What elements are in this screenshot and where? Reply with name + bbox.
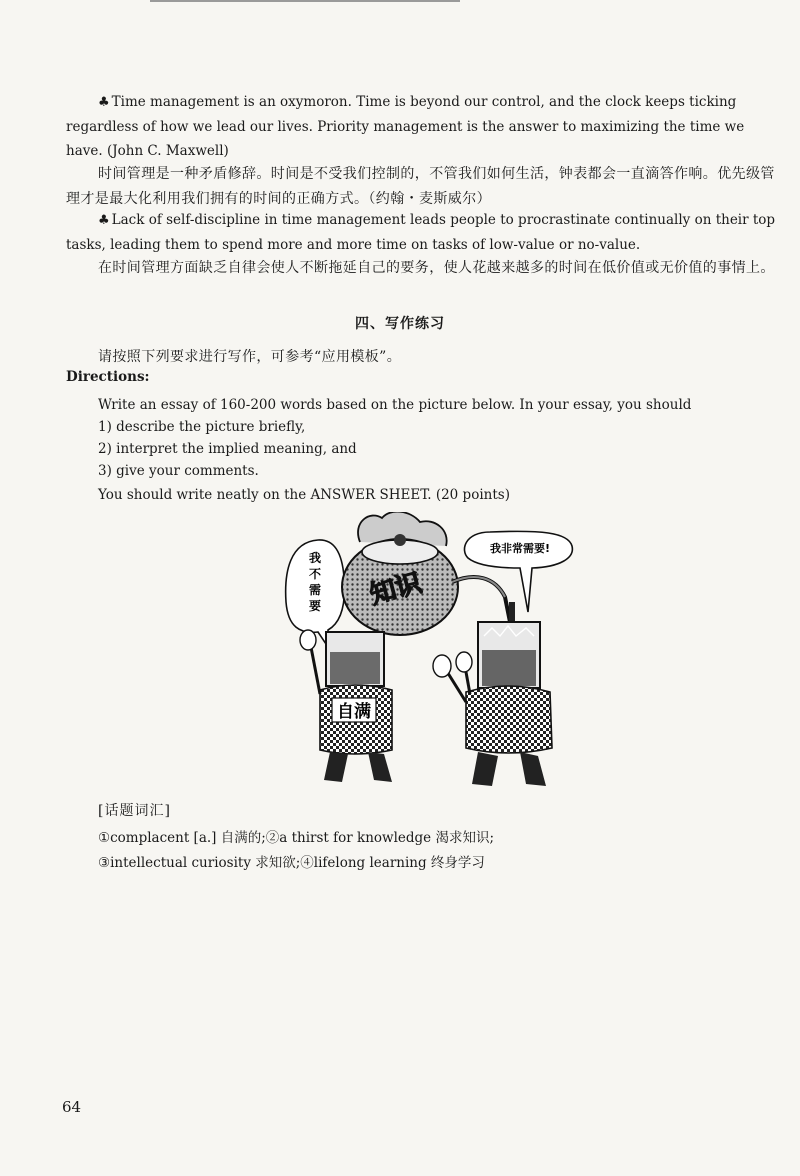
quote-2-text: Lack of self-discipline in time management leads people to procrastinate continually on their top tasks, leading them to spend more and more time on tasks of low-value or no-value. [66,212,776,253]
club-icon: ♣ [98,95,110,110]
directions-item-3: 3) give your comments. [98,463,259,479]
quote-1-chinese: 时间管理是一种矛盾修辞。时间是不受我们控制的，不管我们如何生活，钟表都会一直滴答作响。优先级管理才是最大化利用我们拥有的时间的正确方式。（约翰・麦斯威尔） [66,166,775,207]
quote-2-chinese: 在时间管理方面缺乏自律会使人不断拖延自己的要务，使人花越来越多的时间在低价值或无价值的事情上。 [98,260,775,276]
top-rule [150,0,460,2]
left-speech-char-1: 我 [308,551,322,565]
directions-item-1: 1) describe the picture briefly, [98,419,306,435]
left-shirt-label: 自满 [337,702,371,722]
section-heading: 四、写作练习 [355,316,445,332]
quote-1-english [66,90,776,163]
instruction-cn: 请按照下列要求进行写作，可参考“应用模板”。 [98,349,402,365]
directions-label: Directions: [66,369,150,385]
club-icon: ♣ [98,213,110,228]
left-speech-char-2: 不 [308,567,322,581]
kettle-label: 知识 [366,568,425,611]
quote-1-text: Time management is an oxymoron. Time is beyond our control, and the clock keeps ticking regardless of how we lead our lives. Priority management is the answer to maximizing the time we have. (John C. Maxwell) [66,94,745,159]
right-figure [433,622,552,786]
cartoon-illustration [270,512,600,792]
vocab-title: [话题词汇] [98,803,171,819]
directions-intro: Write an essay of 160-200 words based on the picture below. In your essay, you should [98,397,692,413]
vocab-line-1: ①complacent [a.] 自满的;②a thirst for knowledge 渴求知识; [98,830,494,846]
directions-item-2: 2) interpret the implied meaning, and [98,441,357,457]
directions-footer: You should write neatly on the ANSWER SHEET. (20 points) [98,487,510,503]
quote-2-english [66,208,776,257]
right-speech-text: 我非常需要! [489,542,551,555]
page-number: 64 [62,1098,82,1116]
left-speech-char-4: 要 [308,599,322,613]
vocab-line-2: ③intellectual curiosity 求知欲;④lifelong learning 终身学习 [98,855,485,871]
left-speech-char-3: 需 [308,583,322,597]
